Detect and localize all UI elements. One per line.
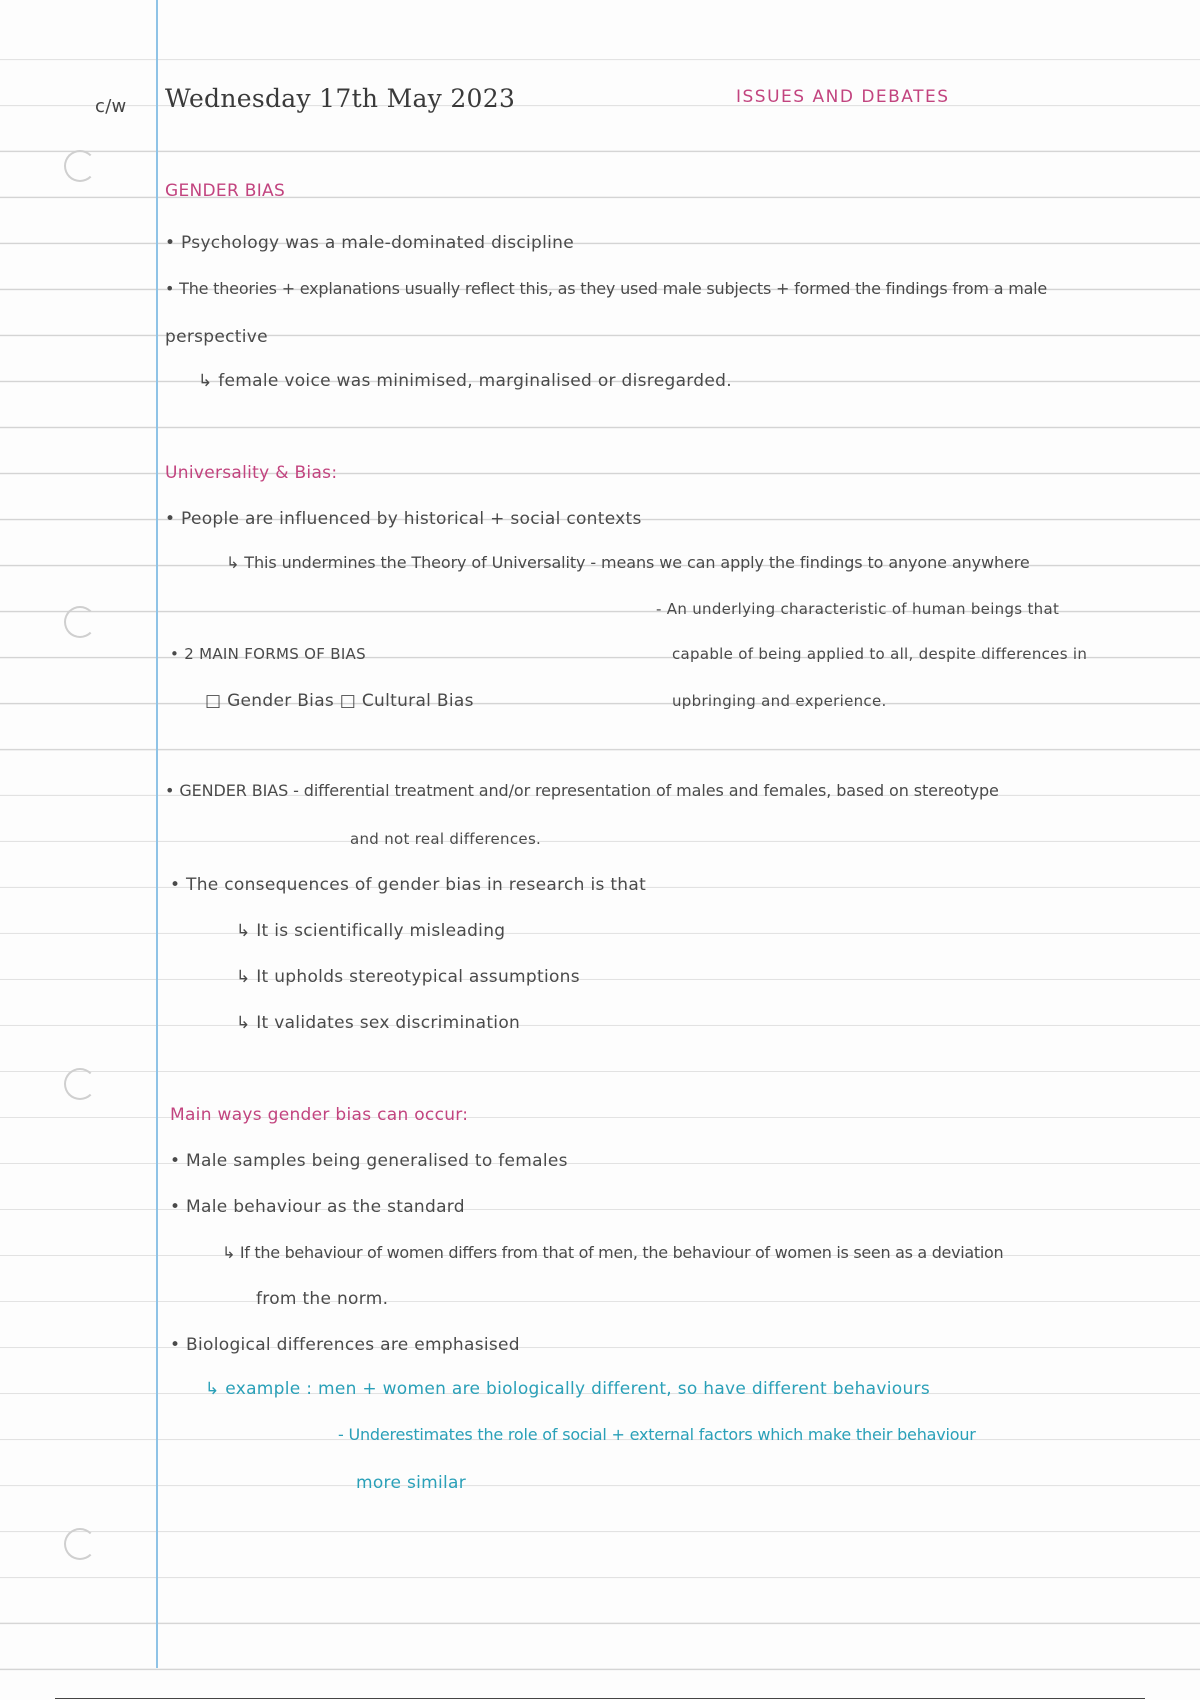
note-line: • People are influenced by historical + social contexts (165, 509, 642, 529)
note-line: ↳ This undermines the Theory of Universality - means we can apply the findings to anyone anywhere (226, 553, 1030, 572)
date-heading: Wednesday 17th May 2023 (165, 84, 516, 113)
note-line: perspective (165, 327, 268, 347)
section-heading-main-ways: Main ways gender bias can occur: (170, 1105, 469, 1125)
example-line: more similar (356, 1473, 467, 1493)
note-line: ↳ It validates sex discrimination (236, 1013, 521, 1033)
note-line: • Biological differences are emphasised (170, 1335, 520, 1355)
section-heading-universality: Universality & Bias: (165, 463, 338, 483)
note-line: • Male behaviour as the standard (170, 1197, 465, 1217)
note-line: ↳ It is scientifically misleading (236, 921, 506, 941)
margin-line (156, 0, 158, 1668)
page-label: c/w (95, 96, 127, 117)
punch-hole (64, 606, 96, 638)
note-line: - An underlying characteristic of human beings that (656, 600, 1060, 618)
punch-hole (64, 1528, 96, 1560)
page-bottom-rule (55, 1698, 1145, 1699)
note-line: from the norm. (256, 1289, 389, 1309)
example-line: ↳ example : men + women are biologically different, so have different behaviours (205, 1379, 930, 1399)
note-line: ↳ If the behaviour of women differs from that of men, the behaviour of women is seen as a deviation (222, 1243, 1004, 1262)
note-line: ↳ female voice was minimised, marginalised or disregarded. (198, 371, 732, 391)
note-line: ↳ It upholds stereotypical assumptions (236, 967, 580, 987)
note-line: • Male samples being generalised to females (170, 1151, 568, 1171)
note-line: • Psychology was a male-dominated discipline (165, 233, 574, 253)
note-line: capable of being applied to all, despite differences in (672, 645, 1088, 663)
section-heading-gender-bias: GENDER BIAS (165, 181, 286, 201)
note-line: and not real differences. (350, 830, 542, 848)
topic-heading: ISSUES AND DEBATES (736, 87, 950, 107)
example-line: - Underestimates the role of social + external factors which make their behaviour (338, 1425, 976, 1444)
note-line: upbringing and experience. (672, 692, 887, 710)
note-line: • The theories + explanations usually reflect this, as they used male subjects + formed the findings from a male (165, 279, 1048, 298)
note-line: □ Gender Bias □ Cultural Bias (205, 691, 474, 711)
note-line: • 2 MAIN FORMS OF BIAS (170, 645, 366, 663)
note-line: • GENDER BIAS - differential treatment and/or representation of males and females, based on stereotype (165, 781, 999, 800)
note-line: • The consequences of gender bias in research is that (170, 875, 647, 895)
punch-hole (64, 1068, 96, 1100)
punch-hole (64, 150, 96, 182)
